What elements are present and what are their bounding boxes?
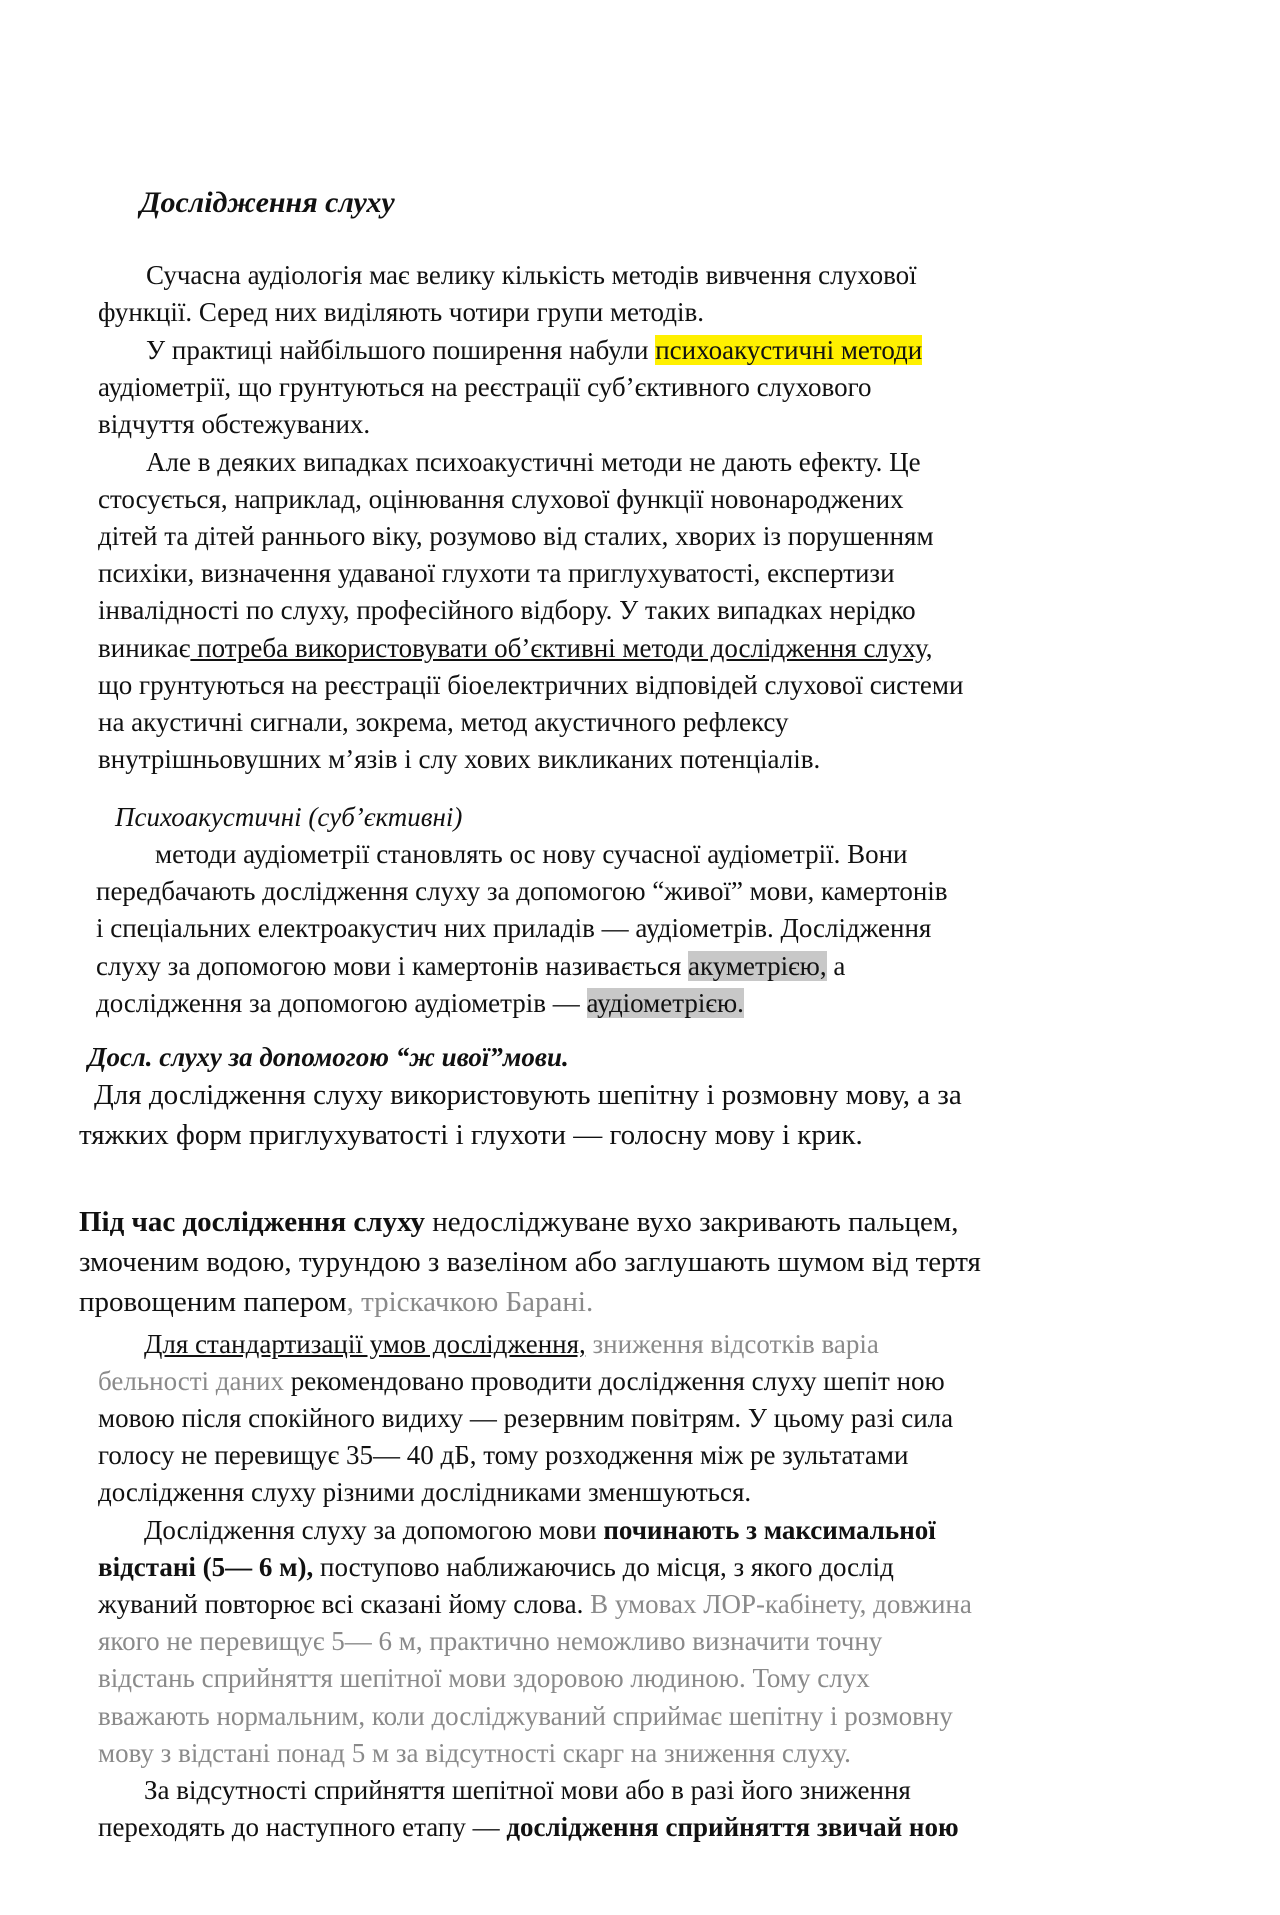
paragraph-3-line-1: Але в деяких випадках психоакустичні методи не дають ефекту. Це [146, 447, 921, 477]
gray-run: , тріскачкою Барані. [346, 1286, 594, 1318]
gray-run: В умовах ЛОР-кабінету, довжина [583, 1589, 972, 1619]
start-line-1 [144, 1513, 936, 1547]
start-line-5: відстань сприйняття шепітної мови здоровою людиною. Тому слух [98, 1663, 870, 1693]
text-run: рекомендовано проводити дослідження слуху шепіт ною [283, 1366, 945, 1396]
text-run: дослідження за допомогою аудіометрів — [96, 988, 587, 1018]
section-title: Дослідження слуху [140, 186, 395, 219]
paragraph-3-line-5: інвалідності по слуху, професійного відбору. У таких випадках нерідко [98, 595, 916, 625]
standardization-line-3: мовою після спокійного видиху — резервним повітрям. У цьому разі сила [98, 1403, 954, 1433]
paragraph-3-line-7: що грунтуються на реєстрації біоелектричних відповідей слухової системи [98, 670, 964, 700]
underlined-objective-methods: потреба використовувати об’єктивні методи дослідження слуху, [190, 633, 933, 663]
text-run: Дослідження слуху за допомогою мови [144, 1515, 604, 1545]
start-line-2 [98, 1550, 894, 1584]
text-run: слуху за допомогою мови і камертонів називається [96, 951, 689, 981]
gray-run: зниження відсотків варіа [585, 1329, 879, 1359]
paragraph-1-line-1: Сучасна аудіологія має велику кількість методів вивчення слухової [146, 260, 917, 290]
highlight-psychoacoustic-methods: психоакустичні методи [655, 335, 923, 365]
paragraph-2-line-2: аудіометрії, що грунтуються на реєстрації суб’єктивного слухового [98, 372, 872, 402]
paragraph-3-line-9: внутрішньовушних м’язів і слу хових викликаних потенціалів. [98, 744, 821, 774]
text-run: виникає [98, 633, 191, 663]
psychoacoustic-line-2: передбачають дослідження слуху за допомогою “живої” мови, камертонів [96, 876, 948, 906]
text-run: поступово наближаючись до місця, з якого дослід [313, 1552, 894, 1582]
paragraph-3-line-2: стосується, наприклад, оцінювання слухової функції новонароджених [98, 484, 904, 514]
start-line-6: вважають нормальним, коли досліджуваний сприймає шепітну і розмовну [98, 1701, 953, 1731]
highlight-audiometry: аудіометрією. [586, 988, 744, 1018]
during-line-1 [79, 1205, 958, 1239]
paragraph-1-line-2: функції. Серед них виділяють чотири групи методів. [98, 297, 704, 327]
standardization-line-2 [98, 1364, 945, 1398]
psychoacoustic-heading: Психоакустичні (суб’єктивні) [115, 802, 463, 832]
psychoacoustic-line-5 [96, 986, 744, 1020]
underlined-run: Для стандартизації умов дослідження, [144, 1329, 586, 1359]
text-run: У практиці найбільшого поширення набули [146, 335, 656, 365]
start-line-7: мову з відстані понад 5 м за відсутності скарг на зниження слуху. [98, 1738, 851, 1768]
paragraph-2-line-3: відчуття обстежуваних. [98, 409, 371, 439]
text-run: провощеним папером [79, 1286, 347, 1318]
standardization-line-4: голосу не перевищує 35— 40 дБ, тому розходження між ре зультатами [98, 1440, 909, 1470]
psychoacoustic-line-1: методи аудіометрії становлять ос нову сучасної аудіометрії. Вони [155, 839, 908, 869]
text-run: недосліджуване вухо закривають пальцем, [424, 1206, 959, 1238]
absence-line-2 [98, 1810, 959, 1844]
start-line-4: якого не перевищує 5— 6 м, практично неможливо визначити точну [98, 1626, 883, 1656]
highlight-akumetry: акуметрією, [688, 951, 827, 981]
paragraph-2-line-1 [146, 333, 922, 367]
standardization-line-5: дослідження слуху різними дослідниками зменшуються. [98, 1477, 752, 1507]
text-run: переходять до наступного етапу — [98, 1812, 507, 1842]
paragraph-3-line-4: психіки, визначення удаваної глухоти та приглухуватості, експертизи [98, 558, 895, 588]
psychoacoustic-line-4 [96, 949, 845, 983]
bold-run: відстані (5— 6 м), [98, 1552, 314, 1582]
start-line-3 [98, 1587, 972, 1621]
paragraph-3-line-6 [98, 631, 933, 665]
text-run: жуваний повторює всі сказані йому слова. [98, 1589, 584, 1619]
bold-run: дослідження сприйняття звичай ною [506, 1812, 959, 1842]
text-run: а [826, 951, 846, 981]
live-speech-heading: Досл. слуху за допомогою “ж ивої”мови. [88, 1042, 569, 1072]
standardization-line-1 [144, 1327, 879, 1361]
live-speech-line-1: Для дослідження слуху використовують шепітну і розмовну мову, а за [94, 1079, 962, 1111]
bold-run: починають з максимальної [603, 1515, 936, 1545]
live-speech-line-2: тяжких форм приглухуватості і глухоти — голосну мову і крик. [79, 1119, 863, 1151]
paragraph-3-line-8: на акустичні сигнали, зокрема, метод акустичного рефлексу [98, 707, 789, 737]
paragraph-3-line-3: дітей та дітей раннього віку, розумово від сталих, хворих із порушенням [98, 521, 934, 551]
during-line-2: змоченим водою, турундою з вазеліном або заглушають шумом від тертя [79, 1246, 981, 1278]
during-line-3 [79, 1285, 593, 1319]
gray-run: бельності даних [98, 1366, 284, 1396]
bold-run: Під час дослідження слуху [79, 1206, 425, 1238]
absence-line-1: За відсутності сприйняття шепітної мови або в разі його зниження [144, 1775, 911, 1805]
psychoacoustic-line-3: і спеціальних електроакустич них приладів — аудіометрів. Дослідження [96, 913, 932, 943]
